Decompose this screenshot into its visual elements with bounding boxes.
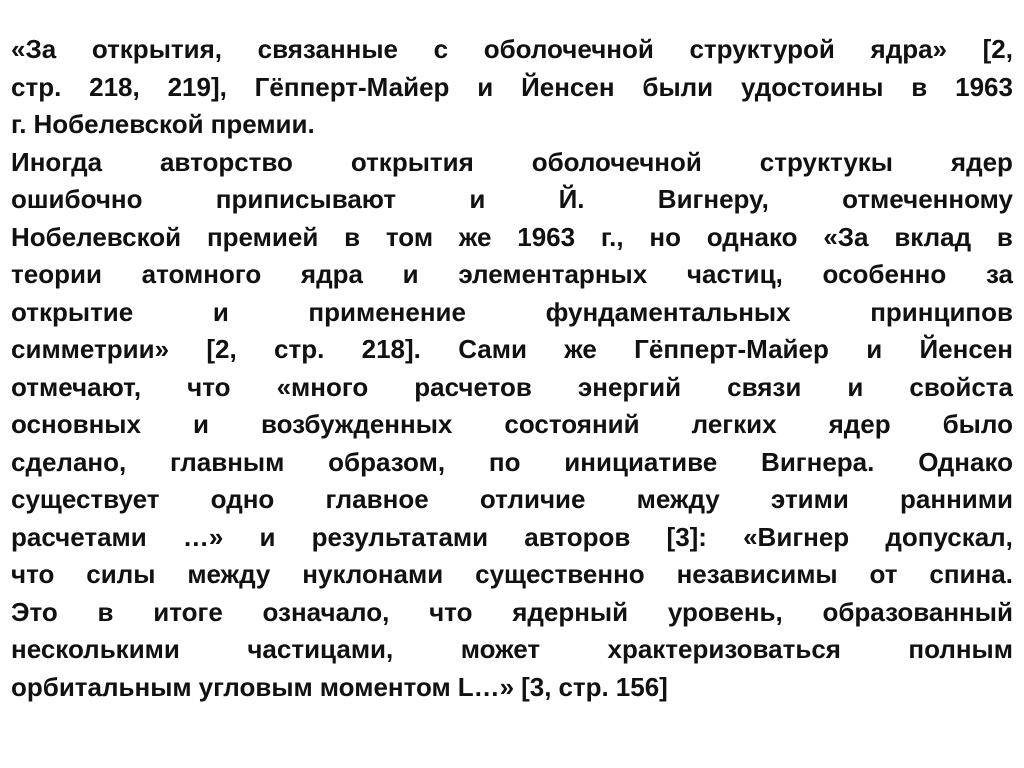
text-word: в [97,596,114,627]
text-word: отмечают, [11,371,142,402]
text-word: отличие [479,484,586,514]
text-word: уровень, [667,596,783,627]
text-word: сделано, [11,446,127,477]
text-word: главным [170,446,285,477]
text-word: нуклонами [302,559,444,589]
text-word: «много [276,371,369,402]
text-line [11,331,1013,369]
text-word: отмеченному [842,184,1013,214]
text-word: частицами, [247,634,394,664]
text-line [11,669,1013,707]
text-word: и [866,334,883,364]
text-word: означало, [262,596,390,627]
text-word: Нобелевской [33,109,204,139]
text-word: Сами [458,334,527,364]
text-word: 1963 [517,221,576,252]
text-word: г. [11,109,27,139]
text-word: независимы [676,559,838,589]
text-word: приписывают [215,184,397,214]
text-line [11,181,1013,219]
text-word: между [187,559,271,589]
text-line [11,31,1013,69]
text-word: Йенсен [919,334,1013,364]
text-word: существует [11,484,160,514]
text-word: с [433,34,449,64]
text-word: 156] [615,671,668,702]
text-word: симметрии» [11,334,170,364]
text-word: теории [11,259,102,289]
text-line [11,69,1013,107]
text-word: 1963 [955,71,1013,102]
text-word: Вигнеру, [657,184,769,214]
text-word: стр. [11,71,62,102]
text-word: несколькими [11,634,180,664]
text-line [11,519,1013,557]
text-word: авторство [159,146,293,177]
text-word: авторов [524,521,631,552]
text-word: вклад [894,221,972,252]
text-line [11,631,1013,669]
text-word: открытия [350,146,474,177]
text-word: структурой [689,34,835,64]
text-word: между [636,484,720,514]
text-line [11,444,1013,482]
text-word: и [477,71,494,102]
text-word: 219], [167,71,227,102]
text-word: возбужденных [260,409,453,439]
text-word: ядер [828,409,891,439]
text-line [11,369,1013,407]
text-word: храктеризоваться [607,634,841,664]
text-word: основных [11,409,141,439]
text-word: …» [182,521,224,552]
text-word: же [564,334,597,364]
text-word: «Вигнер [743,521,850,552]
text-word: состояний [504,409,640,439]
text-word: однако [706,221,798,252]
text-word: том [385,221,434,252]
text-word: может [460,634,541,664]
text-word: Это [11,596,58,627]
text-word: в [996,221,1013,252]
text-line [11,144,1013,182]
text-word: [3]: [666,521,707,552]
text-line [11,481,1013,519]
text-word: что [11,559,55,589]
text-word: ядер [950,146,1013,177]
text-word: [2, [982,34,1013,64]
text-word: ядра [300,259,363,289]
text-word: стр. [274,334,325,364]
text-word: принципов [870,296,1013,327]
text-word: в [344,221,361,252]
text-word: структукы [759,146,894,177]
text-word: что [187,371,231,402]
text-word: в [911,71,928,102]
text-word: что [429,596,473,627]
text-word: премией [206,221,319,252]
text-word: инициативе [564,446,718,477]
text-word: и [259,521,276,552]
text-word: особенно [822,259,947,289]
text-word: 218, [89,71,140,102]
text-word: Гёпперт-Майер [254,71,450,102]
text-word: [3, [521,671,552,702]
text-word: расчетами [11,521,147,552]
text-word: связанные [257,34,399,64]
text-word: Вигнера. [761,446,875,477]
text-word: существенно [475,559,645,589]
text-word: удостоины [740,71,884,102]
text-word: [2, [206,334,237,364]
text-word: и [469,184,486,214]
text-word: но [649,221,681,252]
text-word: открытия, [91,34,223,64]
text-word: ядерный [512,596,629,627]
text-word: 218]. [361,334,421,364]
text-word: от [869,559,898,589]
text-word: Нобелевской [11,221,182,252]
text-word: частиц, [686,259,783,289]
text-word: по [488,446,521,477]
text-word: г., [600,221,624,252]
text-word: «За [11,34,57,64]
text-word: угловым [198,671,313,702]
text-word: премии. [210,109,315,139]
text-word: главное [325,484,429,514]
text-line [11,406,1013,444]
text-word: свойста [909,371,1013,402]
text-word: связи [727,371,802,402]
text-line [11,594,1013,632]
text-word: атомного [141,259,262,289]
text-word: моментом [319,671,451,702]
text-word: L…» [457,671,515,702]
text-word: Иногда [11,146,103,177]
text-word: и [847,371,864,402]
text-word: итоге [153,596,223,627]
text-word: стр. [558,671,609,702]
text-line [11,106,1013,144]
text-word: расчетов [414,371,532,402]
body-text [11,31,1013,706]
text-word: этими [770,484,849,514]
text-word: ядра» [870,34,948,64]
text-word: ошибочно [11,184,143,214]
text-word: ранними [900,484,1013,514]
text-word: элементарных [458,259,648,289]
text-word: допускал, [885,521,1013,552]
text-word: же [458,221,492,252]
text-line [11,256,1013,294]
text-word: было [942,409,1013,439]
text-line [11,294,1013,332]
text-word: силы [86,559,156,589]
text-word: и [212,296,229,327]
text-line [11,219,1013,257]
text-word: образом, [328,446,446,477]
text-word: легких [691,409,777,439]
text-word: Й. [558,184,585,214]
text-word: были [642,71,714,102]
text-word: Однако [918,446,1013,477]
text-word: за [985,259,1013,289]
text-word: орбитальным [11,671,192,702]
text-word: результатами [311,521,489,552]
text-word: «За [823,221,869,252]
text-word: спина. [929,559,1013,589]
text-word: фундаментальных [545,296,791,327]
text-word: Гёпперт-Майер [634,334,829,364]
text-word: открытие [11,296,134,327]
text-word: применение [308,296,466,327]
text-word: и [402,259,419,289]
text-word: оболочечной [531,146,702,177]
text-line [11,556,1013,594]
text-word: и [192,409,209,439]
text-word: Йенсен [521,71,615,102]
text-word: образованный [822,596,1013,627]
text-word: энергий [577,371,682,402]
text-word: одно [210,484,275,514]
text-word: полным [908,634,1013,664]
text-word: оболочечной [483,34,654,64]
